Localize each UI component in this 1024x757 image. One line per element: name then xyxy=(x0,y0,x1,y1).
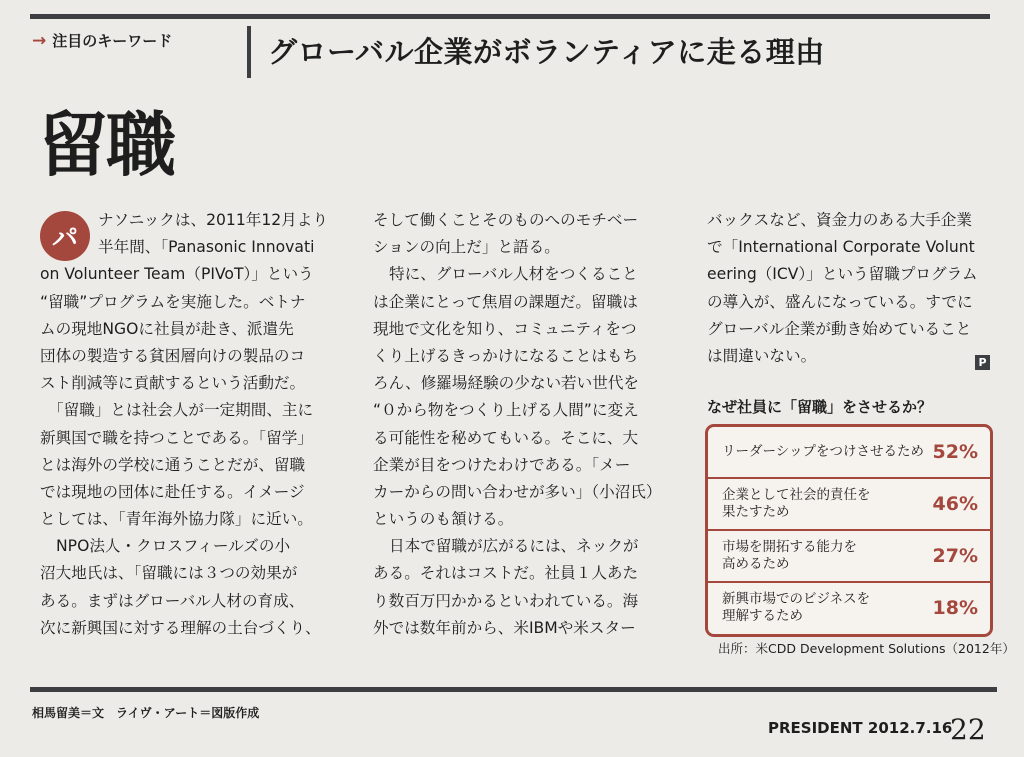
text-line: 現地で文化を知り、コミュニティをつ xyxy=(373,319,637,338)
text-line: り数百万円かかるといわれている。海 xyxy=(373,591,639,610)
survey-label-line: 企業として社会的責任を xyxy=(722,487,871,503)
text-line: というのも頷ける。 xyxy=(373,510,514,529)
text-line: 新興国で職を持つことである。「留学」 xyxy=(40,428,313,447)
kicker-label: 注目のキーワード xyxy=(52,32,173,50)
credits: 相馬留美＝文 ライヴ・アート＝図版作成 xyxy=(32,706,260,720)
survey-label-line: リーダーシップをつけさせるため xyxy=(722,443,924,460)
survey-box xyxy=(705,424,993,637)
survey-row xyxy=(708,529,990,581)
text-line: ムの現地NGOに社員が赴き、派遣先 xyxy=(40,319,294,338)
header-divider xyxy=(247,26,251,78)
top-rule xyxy=(30,14,990,19)
page-number: 22 xyxy=(950,713,986,746)
article-column-3 xyxy=(707,207,978,370)
text-line: eering（ICV）」という留職プログラム xyxy=(707,265,978,284)
text-line: スト削減等に貢献するという活動だ。 xyxy=(40,374,306,393)
text-line: on Volunteer Team（PIVoT）」という xyxy=(40,265,314,284)
survey-label-line: 理解するため xyxy=(722,608,803,624)
survey-percent: 18% xyxy=(932,597,978,619)
survey-label-line: 市場を開拓する能力を xyxy=(722,539,857,555)
text-line: ある。それはコストだ。社員１人あた xyxy=(373,564,639,583)
survey-row xyxy=(708,581,990,633)
survey-label xyxy=(722,591,870,625)
text-line: バックスなど、資金力のある大手企業 xyxy=(707,211,972,229)
publication-folio: PRESIDENT 2012.7.16 xyxy=(768,719,953,737)
text-line: としては、「青年海外協力隊」に近い。 xyxy=(40,510,313,529)
survey-source: 出所：米CDD Development Solutions（2012年） xyxy=(718,641,1015,656)
text-line: 団体の製造する貧困層向けの製品のコ xyxy=(40,346,306,365)
text-line: る可能性を秘めてもいる。そこに、大 xyxy=(373,428,639,447)
text-line: は間違いない。 xyxy=(707,346,817,365)
survey-label xyxy=(722,539,857,573)
text-line: では現地の団体に赴任する。イメージ xyxy=(40,482,305,501)
survey-label-line: 高めるため xyxy=(722,556,790,572)
text-line: グローバル企業が動き始めていること xyxy=(707,319,972,338)
text-line: NPO法人・クロスフィールズの小 xyxy=(56,537,291,556)
keyword-heading: 留職 xyxy=(38,103,174,186)
survey-row xyxy=(708,477,990,529)
section-kicker xyxy=(32,30,172,51)
survey-label xyxy=(722,444,924,461)
article-column-2 xyxy=(373,207,661,642)
page-title: グローバル企業がボランティアに走る理由 xyxy=(268,35,825,69)
text-line: は企業にとって焦眉の課題だ。留職は xyxy=(373,292,638,311)
bottom-rule xyxy=(30,687,997,692)
text-line: 特に、グローバル人材をつくること xyxy=(389,265,638,284)
text-line: とは海外の学校に通うことだが、留職 xyxy=(40,455,306,474)
survey-label-line: 果たすため xyxy=(722,504,790,520)
text-line: ションの向上だ」と語る。 xyxy=(373,238,560,257)
text-line: カーからの問い合わせが多い」（小沼氏） xyxy=(373,482,662,501)
text-line: 日本で留職が広がるには、ネックが xyxy=(389,537,639,556)
text-line: そして働くことそのものへのモチベー xyxy=(373,211,639,229)
text-line: 半年間、「Panasonic Innovati xyxy=(98,238,315,257)
survey-percent: 27% xyxy=(932,545,978,567)
text-line: 企業が目をつけたわけである。「メー xyxy=(373,455,631,474)
text-line: ある。まずはグローバル人材の育成、 xyxy=(40,591,305,610)
text-line: 次に新興国に対する理解の土台づくり、 xyxy=(40,618,321,637)
survey-label xyxy=(722,487,871,521)
drop-cap: パ xyxy=(40,211,90,261)
text-line: で「International Corporate Volunt xyxy=(707,238,975,257)
text-line: くり上げるきっかけになることはもち xyxy=(373,346,639,365)
text-line: “０から物をつくり上げる人間”に変え xyxy=(373,401,639,420)
text-line: ろん、修羅場経験の少ない若い世代を xyxy=(373,374,640,393)
text-line: 「留職」とは社会人が一定期間、主に xyxy=(48,401,314,420)
text-line: “留職”プログラムを実施した。ベトナ xyxy=(40,292,306,311)
arrow-right-icon: → xyxy=(32,30,47,51)
article-column-1 xyxy=(40,207,328,642)
text-line: ナソニックは、2011年12月より xyxy=(98,211,328,229)
survey-percent: 52% xyxy=(932,441,978,463)
survey-percent: 46% xyxy=(932,493,978,515)
survey-title: なぜ社員に「留職」をさせるか？ xyxy=(707,398,933,416)
survey-label-line: 新興市場でのビジネスを xyxy=(722,591,871,607)
survey-row xyxy=(708,427,990,477)
text-line: 沼大地氏は、「留職には３つの効果が xyxy=(40,564,298,583)
text-line: 外では数年前から、米IBMや米スター xyxy=(373,618,636,637)
end-mark-icon: P xyxy=(975,355,990,370)
text-line: の導入が、盛んになっている。すでに xyxy=(707,292,973,311)
